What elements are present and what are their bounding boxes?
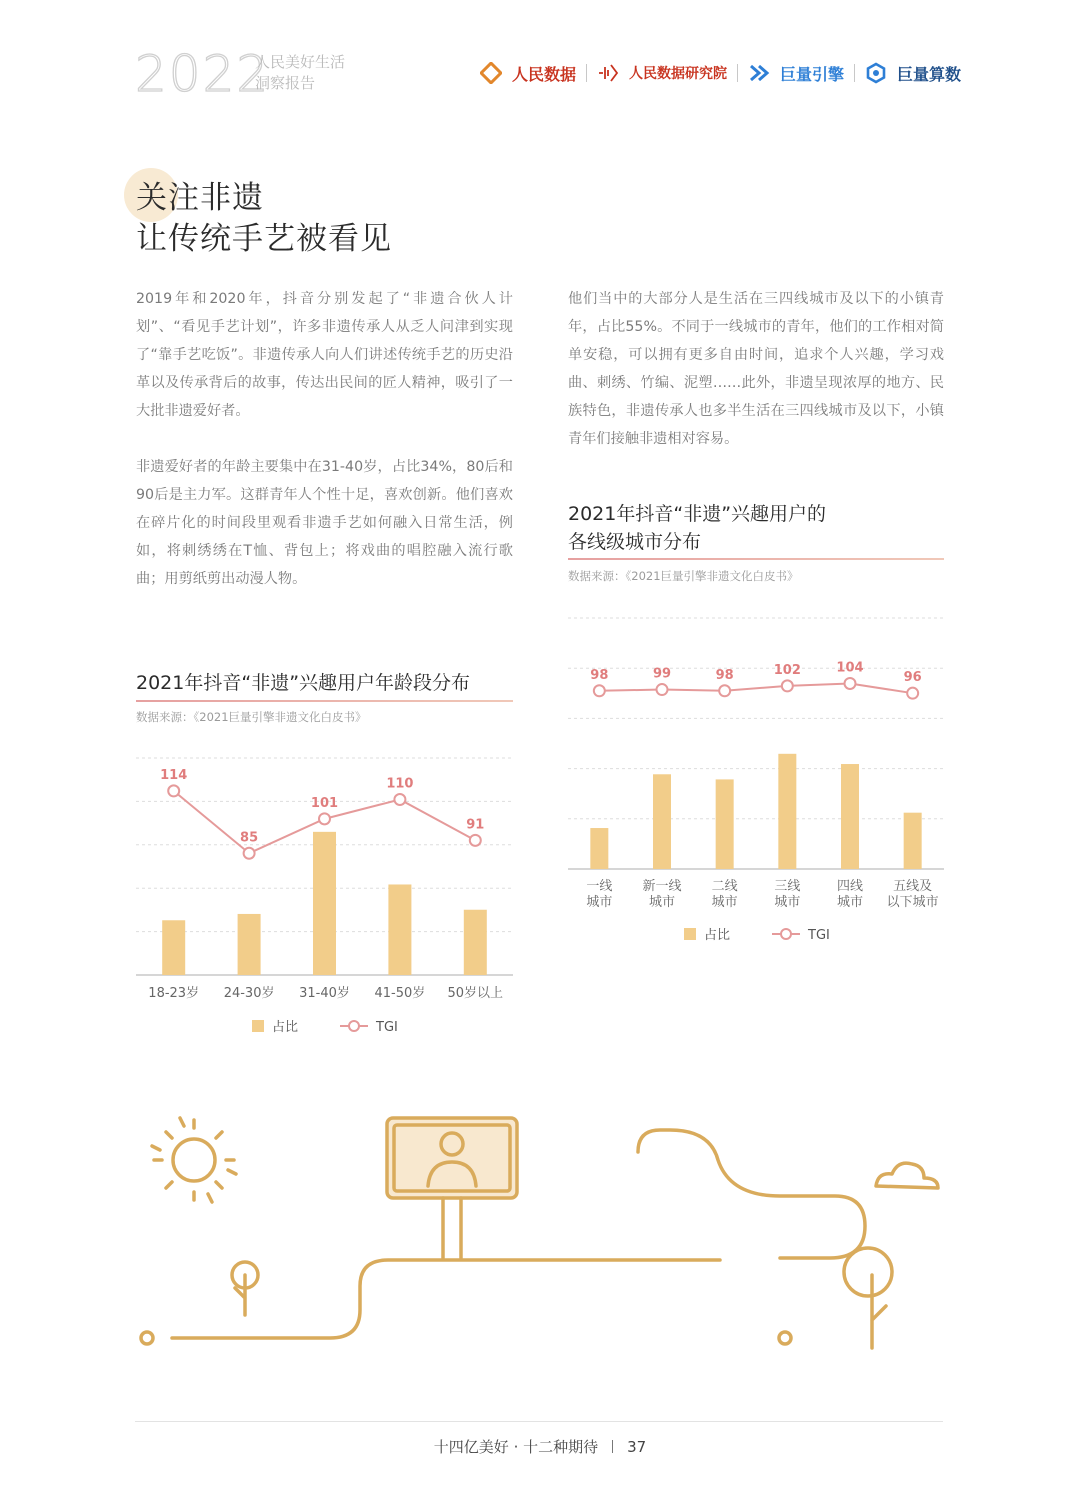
logo-divider [586,64,587,82]
page-title [136,178,392,260]
tgi-label-1: 114 [160,767,188,783]
bar-5 [464,910,487,975]
category-label-2: 新一线城市 [642,879,682,910]
subtitle-line-2: 洞察报告 [255,74,316,92]
page-number: 37 [627,1438,647,1456]
city-chart-source: 数据来源：《2021巨量引擎非遗文化白皮书》 [568,569,799,583]
tgi-point-2 [244,848,255,859]
legend-line-marker [349,1021,359,1031]
tgi-line [599,683,912,693]
report-subtitle [255,52,345,94]
logo-divider [737,64,738,82]
tgi-point-6 [907,688,918,699]
tgi-label-4: 102 [773,662,801,678]
logo-people-data: 人民数据 [512,64,577,84]
city-chart-title-underline [568,558,944,560]
age-distribution-chart [130,740,520,1050]
people-data-logo-icon [480,62,502,84]
footer-separator [612,1440,613,1453]
bar-3 [716,779,734,869]
footer-divider [135,1421,943,1422]
bar-4 [778,754,796,869]
paragraph-2: 非遗爱好者的年龄主要集中在31-40岁，占比34%，80后和90后是主力军。这群青年人个性十足，喜欢创新。他们喜欢在碎片化的时间段里观看非遗手艺如何融入日常生活，例如，将刺绣绣在T恤、背包上；将戏曲的唱腔融入流行歌曲；用剪纸剪出动漫人物。 [136,459,513,587]
tgi-label-4: 110 [386,776,414,792]
tgi-label-5: 104 [836,660,864,676]
tgi-point-4 [782,680,793,691]
bar-6 [904,813,922,869]
sun-icon [152,1118,236,1202]
tgi-point-3 [719,685,730,696]
tgi-point-5 [470,835,481,846]
bar-2 [653,774,671,869]
tgi-point-3 [319,813,330,824]
tgi-point-1 [168,785,179,796]
legend-line-label: TGI [808,928,830,943]
category-label-6: 五线及以下城市 [886,879,939,910]
city-chart-title-line-1: 2021年抖音“非遗”兴趣用户的 [568,503,827,525]
legend-bar-swatch [252,1020,264,1032]
tgi-label-3: 98 [715,667,734,683]
logo-ocean-engine: 巨量引擎 [780,64,845,84]
tgi-label-2: 99 [652,666,672,682]
category-label-3: 31-40岁 [299,986,350,1001]
title-line-1: 关注非遗 [136,180,264,216]
tree-icon [844,1248,892,1348]
tgi-label-5: 91 [466,817,485,833]
page-footer [0,1436,1080,1457]
city-chart-title-line-2: 各线级城市分布 [568,531,702,553]
legend-bar-swatch [684,928,696,940]
logo-research-institute: 人民数据研究院 [629,66,728,82]
legend-bar-label: 占比 [272,1020,299,1035]
city-distribution-chart [562,600,952,950]
tgi-label-6: 96 [903,670,922,686]
paragraph-3: 他们当中的大部分人是生活在三四线城市及以下的小镇青年，占比55%。不同于一线城市的青年，他们的工作相对简单安稳，可以拥有更多自由时间，追求个人兴趣，学习戏曲、刺绣、竹编、泥塑……此外，非遗呈现浓厚的地方、民族特色，非遗传承人也多半生活在三四线城市及以下，小镇青年们接触非遗相对容易。 [568,291,944,447]
small-tree-icon [232,1262,258,1315]
category-label-4: 41-50岁 [374,986,426,1001]
subtitle-line-1: 人民美好生活 [255,53,346,71]
footer-text: 十四亿美好 · 十二种期待 [433,1438,599,1456]
logo-divider [854,64,855,82]
logo-ocean-math: 巨量算数 [897,64,962,84]
category-label-4: 三线城市 [774,879,801,910]
ocean-engine-logo-icon [748,62,770,84]
paragraph-1: 2019年和2020年，抖音分别发起了“非遗合伙人计划”、“看见手艺计划”，许多非遗传承人从乏人问津到实现了“靠手艺吃饭”。非遗传承人向人们讲述传统手艺的历史沿革以及传承背后的故事，传达出民间的匠人精神，吸引了一大批非遗爱好者。 [136,291,513,419]
tgi-point-4 [394,794,405,805]
bar-3 [313,832,336,975]
category-label-5: 四线城市 [836,879,864,910]
bar-4 [388,884,411,975]
bar-1 [162,920,185,975]
age-chart-title: 2021年抖音“非遗”兴趣用户年龄段分布 [136,672,471,694]
bar-1 [590,828,608,869]
city-chart-header [568,500,944,584]
road-illustration [130,1100,950,1370]
category-label-1: 一线城市 [586,879,613,910]
tgi-label-2: 85 [240,830,259,846]
title-line-2: 让传统手艺被看见 [136,221,392,257]
tgi-point-1 [594,685,605,696]
legend-bar-label: 占比 [704,928,731,943]
age-chart-source: 数据来源：《2021巨量引擎非遗文化白皮书》 [136,710,367,724]
research-institute-logo-icon [597,62,619,84]
tgi-point-5 [845,678,856,689]
legend-line-label: TGI [376,1020,398,1035]
cloud-icon [876,1163,938,1188]
category-label-1: 18-23岁 [148,986,200,1001]
age-chart-header [136,669,513,725]
category-label-3: 二线城市 [711,879,738,910]
partner-logos [480,56,961,90]
legend-line-marker [781,929,791,939]
ocean-math-logo-icon [865,62,887,84]
report-year: 2022 [135,45,271,103]
age-chart-title-underline [136,700,513,702]
tgi-point-2 [657,684,668,695]
bar-5 [841,764,859,869]
category-label-5: 50岁以上 [447,986,504,1001]
tgi-label-3: 101 [310,795,339,811]
category-label-2: 24-30岁 [223,986,275,1001]
tgi-label-1: 98 [590,667,609,683]
bar-2 [238,914,261,975]
billboard-icon [387,1118,517,1258]
